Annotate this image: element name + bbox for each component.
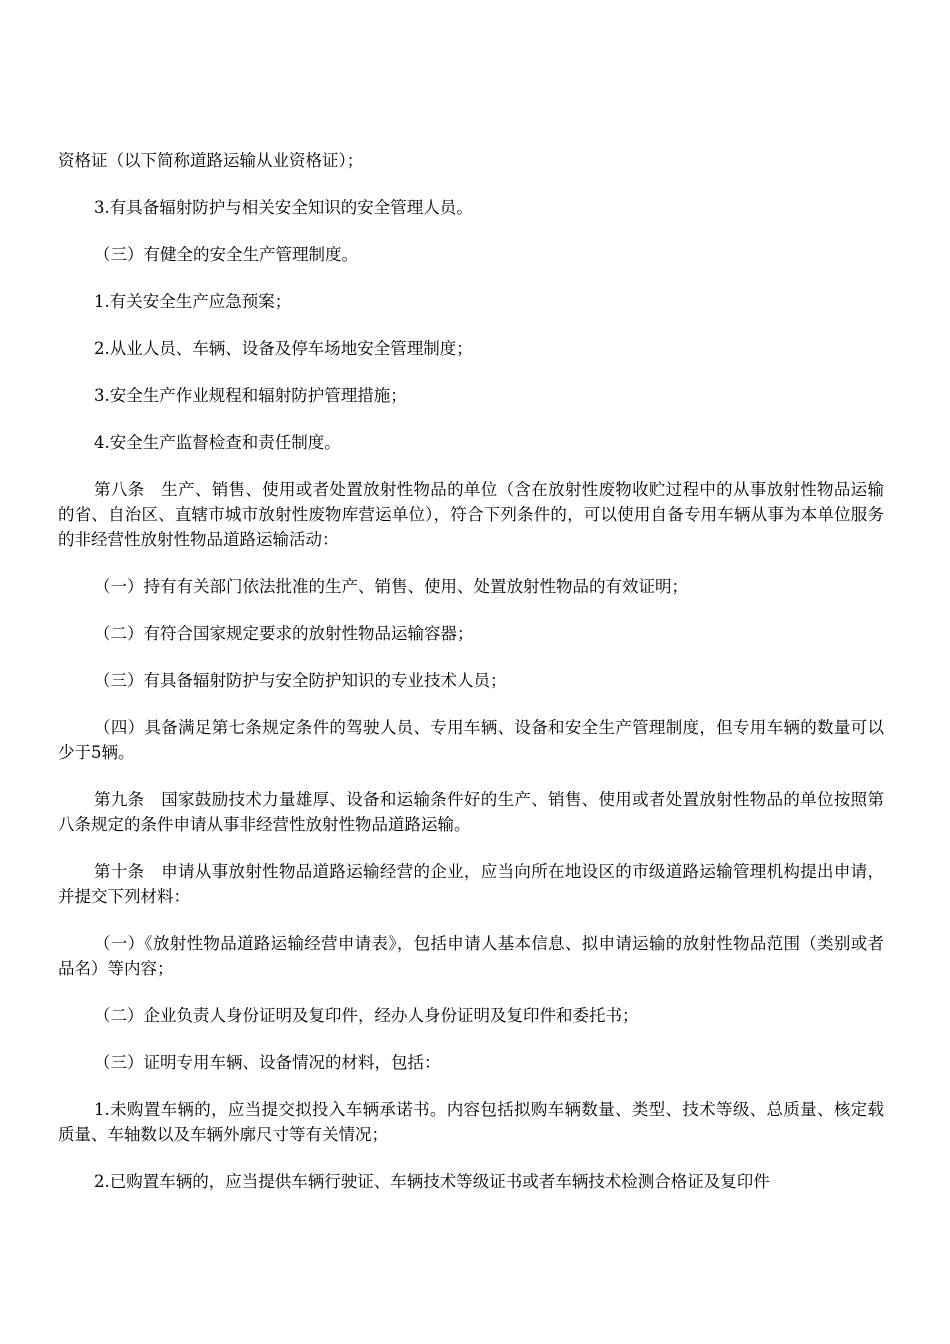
document-body — [58, 148, 884, 1216]
article-8-item-3: （三）有具备辐射防护与安全防护知识的专业技术人员； — [94, 671, 507, 690]
article-10-item-3-sub-2: 2.已购置车辆的，应当提供车辆行驶证、车辆技术等级证书或者车辆技术检测合格证及复印件 — [94, 1172, 770, 1191]
paragraph-4: 1.有关安全生产应急预案； — [94, 292, 292, 311]
article-9: 第九条 国家鼓励技术力量雄厚、设备和运输条件好的生产、销售、使用或者处置放射性物品的单位按照第八条规定的条件申请从事非经营性放射性物品道路运输。 — [58, 790, 884, 834]
article-8-item-2: （二）有符合国家规定要求的放射性物品运输容器； — [94, 624, 474, 643]
article-10-item-3-sub-1: 1.未购置车辆的，应当提交拟投入车辆承诺书。内容包括拟购车辆数量、类型、技术等级、总质量、核定载质量、车轴数以及车辆外廓尺寸等有关情况； — [58, 1100, 884, 1144]
paragraph-2: 3.有具备辐射防护与相关安全知识的安全管理人员。 — [94, 198, 473, 217]
paragraph-6: 3.安全生产作业规程和辐射防护管理措施； — [94, 386, 407, 405]
article-10-item-2: （二）企业负责人身份证明及复印件，经办人身份证明及复印件和委托书； — [94, 1006, 639, 1025]
article-8: 第八条 生产、销售、使用或者处置放射性物品的单位（含在放射性废物收贮过程中的从事放射性物品运输的省、自治区、直辖市城市放射性废物库营运单位），符合下列条件的，可以使用自备专用车辆从事为本单位服务的非经营性放射性物品道路运输活动： — [58, 480, 884, 549]
article-8-item-1: （一）持有有关部门依法批准的生产、销售、使用、处置放射性物品的有效证明； — [94, 577, 688, 596]
paragraph-7: 4.安全生产监督检查和责任制度。 — [94, 433, 341, 452]
paragraph-5: 2.从业人员、车辆、设备及停车场地安全管理制度； — [94, 339, 473, 358]
article-10-item-1: （一）《放射性物品道路运输经营申请表》，包括申请人基本信息、拟申请运输的放射性物品范围（类别或者品名）等内容； — [58, 934, 884, 978]
article-10: 第十条 申请从事放射性物品道路运输经营的企业，应当向所在地设区的市级道路运输管理机构提出申请，并提交下列材料： — [58, 862, 884, 906]
paragraph-3: （三）有健全的安全生产管理制度。 — [94, 245, 358, 264]
paragraph-1: 资格证（以下简称道路运输从业资格证）； — [58, 151, 364, 170]
article-8-item-4: （四）具备满足第七条规定条件的驾驶人员、专用车辆、设备和安全生产管理制度，但专用车辆的数量可以少于5辆。 — [58, 718, 884, 762]
article-10-item-3: （三）证明专用车辆、设备情况的材料，包括： — [94, 1053, 441, 1072]
